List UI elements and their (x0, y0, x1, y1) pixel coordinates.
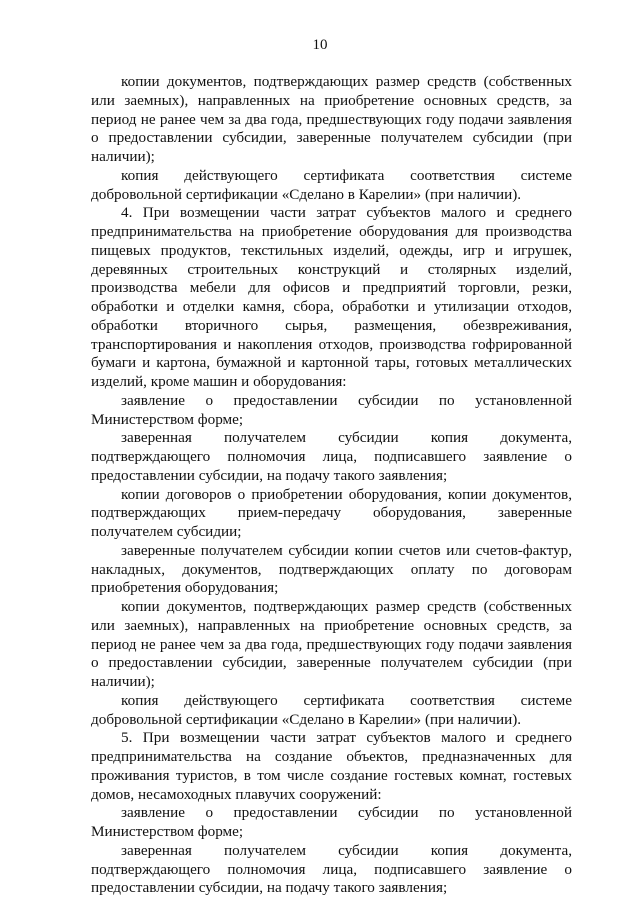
paragraph-certificate-2: копия действующего сертификата соответствия системе добровольной сертификации «Сделано в Карелии» (при наличии). (91, 691, 572, 728)
document-body (91, 73, 572, 898)
paragraph-funds-documents-2: копии документов, подтверждающих размер средств (собственных или заемных), направленных на приобретение основных средств, за период не ранее чем за два года, предшествующих году подачи заявления о предоставлении субсидии, заверенные получателем субсидии (при наличии); (91, 598, 572, 690)
paragraph-authority-copy-2: заверенная получателем субсидии копия документа, подтверждающего полномочия лица, подписавшего заявление о предоставлении субсидии, на подачу такого заявления; (91, 841, 572, 897)
paragraph-funds-documents: копии документов, подтверждающих размер средств (собственных или заемных), направленных на приобретение основных средств, за период не ранее чем за два года, предшествующих году подачи заявления о предоставлении субсидии, заверенные получателем субсидии (при наличии); (91, 73, 572, 165)
paragraph-application: заявление о предоставлении субсидии по установленной Министерством форме; (91, 391, 572, 428)
paragraph-item-4-equipment: 4. При возмещении части затрат субъектов малого и среднего предпринимательства на приобретение оборудования для производства пищевых продуктов, текстильных изделий, одежды, игр и игрушек, деревянных строительных конструкций и столярных изделий, производства мебели для офисов и предприятий торговли, резки, обработки и отделки камня, сбора, обработки и утилизации отходов, обработки вторичного сырья, размещения, обезвреживания, транспортирования и накопления отходов, производства гофрированной бумаги и картона, бумажной и картонной тары, готовых металлических изделий, кроме машин и оборудования: (91, 204, 572, 390)
paragraph-authority-copy: заверенная получателем субсидии копия документа, подтверждающего полномочия лица, подписавшего заявление о предоставлении субсидии, на подачу такого заявления; (91, 429, 572, 484)
page-number: 10 (312, 37, 328, 53)
paragraph-certificate: копия действующего сертификата соответствия системе добровольной сертификации «Сделано в Карелии» (при наличии). (91, 166, 572, 203)
paragraph-application-2: заявление о предоставлении субсидии по установленной Министерством форме; (91, 804, 572, 840)
paragraph-item-5-tourism: 5. При возмещении части затрат субъектов малого и среднего предпринимательства на создание объектов, предназначенных для проживания туристов, в том числе создание гостевых комнат, гостевых домов, несамоходных плавучих сооружений: (91, 729, 572, 803)
paragraph-invoices: заверенные получателем субсидии копии счетов или счетов-фактур, накладных, документов, подтверждающих оплату по договорам приобретения оборудования; (91, 541, 572, 597)
paragraph-equipment-contracts: копии договоров о приобретении оборудования, копии документов, подтверждающих прием-передачу оборудования, заверенные получателем субсидии; (91, 485, 572, 540)
